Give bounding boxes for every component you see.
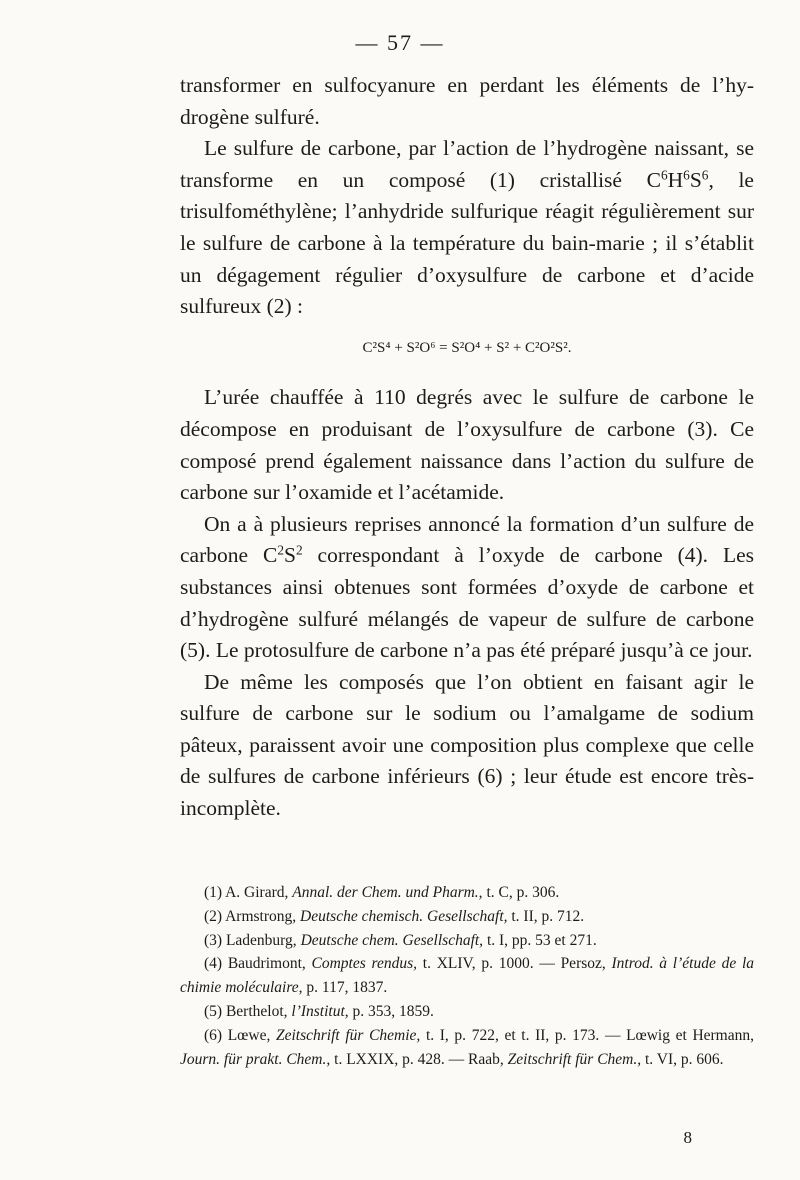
- page-number-header: — 57 —: [355, 30, 445, 55]
- paragraph: transformer en sulfocyanure en perdant les éléments de l’hy-drogène sulfuré.: [180, 73, 754, 129]
- footnote: (2) Armstrong, Deutsche chemisch. Gesellschaft, t. II, p. 712.: [204, 907, 585, 925]
- paragraph: Le sulfure de carbone, par l’action de l’hydrogène naissant, se transforme en un composé (1) cristallisé $C^6H^6S^6$, le trisulfométhylène; l’anhydride sulfurique réagit régulièrement sur le sulfure de carbone à la température du bain-marie ; il s’établit un dégagement régulier d’oxysulfure de carbone et d’acide sulfureux (2) :: [180, 136, 754, 319]
- paragraph: On a à plusieurs reprises annoncé la formation d’un sulfure de carbone $C^2S^2$ correspondant à l’oxyde de carbone (4). Les substances ainsi obtenues sont formées d’oxyde de carbone et d’hydrogène sulfuré mélangés de vapeur de sulfure de carbone (5). Le protosulfure de carbone n’a pas été préparé jusqu’à ce jour.: [180, 511, 754, 663]
- footnotes: [180, 881, 754, 1071]
- footnote: (1) A. Girard, Annal. der Chem. und Pharm., t. C, p. 306.: [204, 884, 560, 901]
- main-text: [180, 70, 754, 825]
- paragraph: L’urée chauffée à 110 degrés avec le sulfure de carbone le décompose en produisant de l’oxysulfure de carbone (3). Ce composé prend également naissance dans l’action du sulfure de carbone sur l’oxamide et l’acétamide.: [180, 385, 754, 505]
- signature-mark: 8: [683, 1128, 692, 1147]
- footnote: (3) Ladenburg, Deutsche chem. Gesellschaft, t. I, pp. 53 et 271.: [204, 931, 597, 949]
- chemical-equation: C²S⁴ + S²O⁶ = S²O⁴ + S² + C²O²S².: [362, 339, 572, 356]
- paragraph: De même les composés que l’on obtient en faisant agir le sulfure de carbone sur le sodium ou l’amalgame de sodium pâteux, paraissent avoir une composition plus complexe que celle de sulfures de carbone inférieurs (6) ; leur étude est encore très-incomplète.: [180, 669, 754, 821]
- footnote: (6) Lœwe, Zeitschrift für Chemie, t. I, p. 722, et t. II, p. 173. — Lœwig et Hermann, Journ. für prakt. Chem., t. LXXIX, p. 428. — Raab, Zeitschrift für Chem., t. VI, p. 606.: [180, 1026, 754, 1068]
- footnote: (4) Baudrimont, Comptes rendus, t. XLIV, p. 1000. — Persoz, Introd. à l’étude de la chimie moléculaire, p. 117, 1837.: [180, 955, 755, 997]
- footnote: (5) Berthelot, l’Institut, p. 353, 1859.: [204, 1002, 434, 1020]
